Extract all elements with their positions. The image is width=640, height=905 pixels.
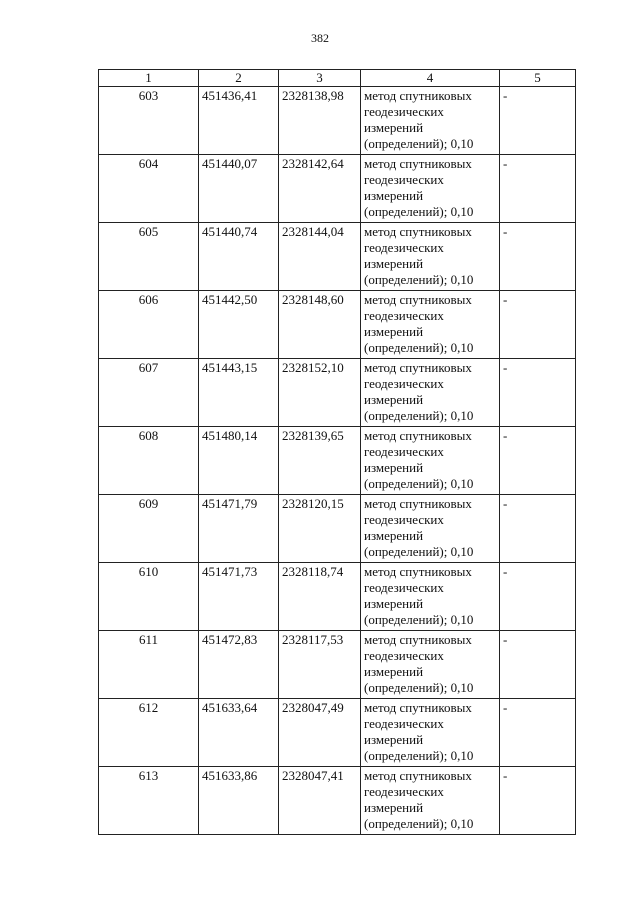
- point-number-cell: 604: [99, 155, 199, 223]
- note-cell: -: [500, 87, 576, 155]
- x-coordinate-cell: 451633,86: [199, 767, 279, 835]
- x-coordinate-cell: 451480,14: [199, 427, 279, 495]
- table-header-row: [99, 70, 576, 87]
- note-cell: -: [500, 359, 576, 427]
- method-cell: метод спутниковых геодезических измерений (определений); 0,10: [361, 155, 500, 223]
- point-number-cell: 612: [99, 699, 199, 767]
- note-cell: -: [500, 291, 576, 359]
- note-cell: -: [500, 767, 576, 835]
- table-row: [99, 427, 576, 495]
- y-coordinate-cell: 2328117,53: [279, 631, 361, 699]
- x-coordinate-cell: 451633,64: [199, 699, 279, 767]
- note-cell: -: [500, 427, 576, 495]
- y-coordinate-cell: 2328047,41: [279, 767, 361, 835]
- point-number-cell: 611: [99, 631, 199, 699]
- x-coordinate-cell: 451440,74: [199, 223, 279, 291]
- note-cell: -: [500, 563, 576, 631]
- method-cell: метод спутниковых геодезических измерений (определений); 0,10: [361, 699, 500, 767]
- x-coordinate-cell: 451472,83: [199, 631, 279, 699]
- x-coordinate-cell: 451440,07: [199, 155, 279, 223]
- table-row: [99, 563, 576, 631]
- table-row: [99, 291, 576, 359]
- y-coordinate-cell: 2328152,10: [279, 359, 361, 427]
- method-cell: метод спутниковых геодезических измерений (определений); 0,10: [361, 291, 500, 359]
- note-cell: -: [500, 495, 576, 563]
- note-cell: -: [500, 155, 576, 223]
- point-number-cell: 607: [99, 359, 199, 427]
- x-coordinate-cell: 451471,79: [199, 495, 279, 563]
- y-coordinate-cell: 2328139,65: [279, 427, 361, 495]
- point-number-cell: 603: [99, 87, 199, 155]
- method-cell: метод спутниковых геодезических измерений (определений); 0,10: [361, 223, 500, 291]
- method-cell: метод спутниковых геодезических измерений (определений); 0,10: [361, 563, 500, 631]
- table-row: [99, 359, 576, 427]
- point-number-cell: 610: [99, 563, 199, 631]
- table-body: [99, 87, 576, 835]
- method-cell: метод спутниковых геодезических измерений (определений); 0,10: [361, 631, 500, 699]
- x-coordinate-cell: 451442,50: [199, 291, 279, 359]
- table-row: [99, 155, 576, 223]
- table-row: [99, 631, 576, 699]
- point-number-cell: 608: [99, 427, 199, 495]
- point-number-cell: 613: [99, 767, 199, 835]
- x-coordinate-cell: 451471,73: [199, 563, 279, 631]
- method-cell: метод спутниковых геодезических измерений (определений); 0,10: [361, 87, 500, 155]
- table-row: [99, 767, 576, 835]
- x-coordinate-cell: 451436,41: [199, 87, 279, 155]
- method-cell: метод спутниковых геодезических измерений (определений); 0,10: [361, 495, 500, 563]
- table-row: [99, 87, 576, 155]
- column-header-3: 3: [279, 70, 361, 87]
- y-coordinate-cell: 2328047,49: [279, 699, 361, 767]
- point-number-cell: 606: [99, 291, 199, 359]
- method-cell: метод спутниковых геодезических измерений (определений); 0,10: [361, 767, 500, 835]
- method-cell: метод спутниковых геодезических измерений (определений); 0,10: [361, 359, 500, 427]
- point-number-cell: 605: [99, 223, 199, 291]
- y-coordinate-cell: 2328142,64: [279, 155, 361, 223]
- column-header-5: 5: [500, 70, 576, 87]
- method-cell: метод спутниковых геодезических измерений (определений); 0,10: [361, 427, 500, 495]
- column-header-2: 2: [199, 70, 279, 87]
- y-coordinate-cell: 2328118,74: [279, 563, 361, 631]
- y-coordinate-cell: 2328148,60: [279, 291, 361, 359]
- coordinates-table: [98, 69, 576, 835]
- table-row: [99, 223, 576, 291]
- y-coordinate-cell: 2328144,04: [279, 223, 361, 291]
- y-coordinate-cell: 2328138,98: [279, 87, 361, 155]
- point-number-cell: 609: [99, 495, 199, 563]
- note-cell: -: [500, 631, 576, 699]
- y-coordinate-cell: 2328120,15: [279, 495, 361, 563]
- note-cell: -: [500, 223, 576, 291]
- table-row: [99, 495, 576, 563]
- column-header-4: 4: [361, 70, 500, 87]
- note-cell: -: [500, 699, 576, 767]
- page-number: 382: [311, 31, 329, 45]
- table-row: [99, 699, 576, 767]
- column-header-1: 1: [99, 70, 199, 87]
- x-coordinate-cell: 451443,15: [199, 359, 279, 427]
